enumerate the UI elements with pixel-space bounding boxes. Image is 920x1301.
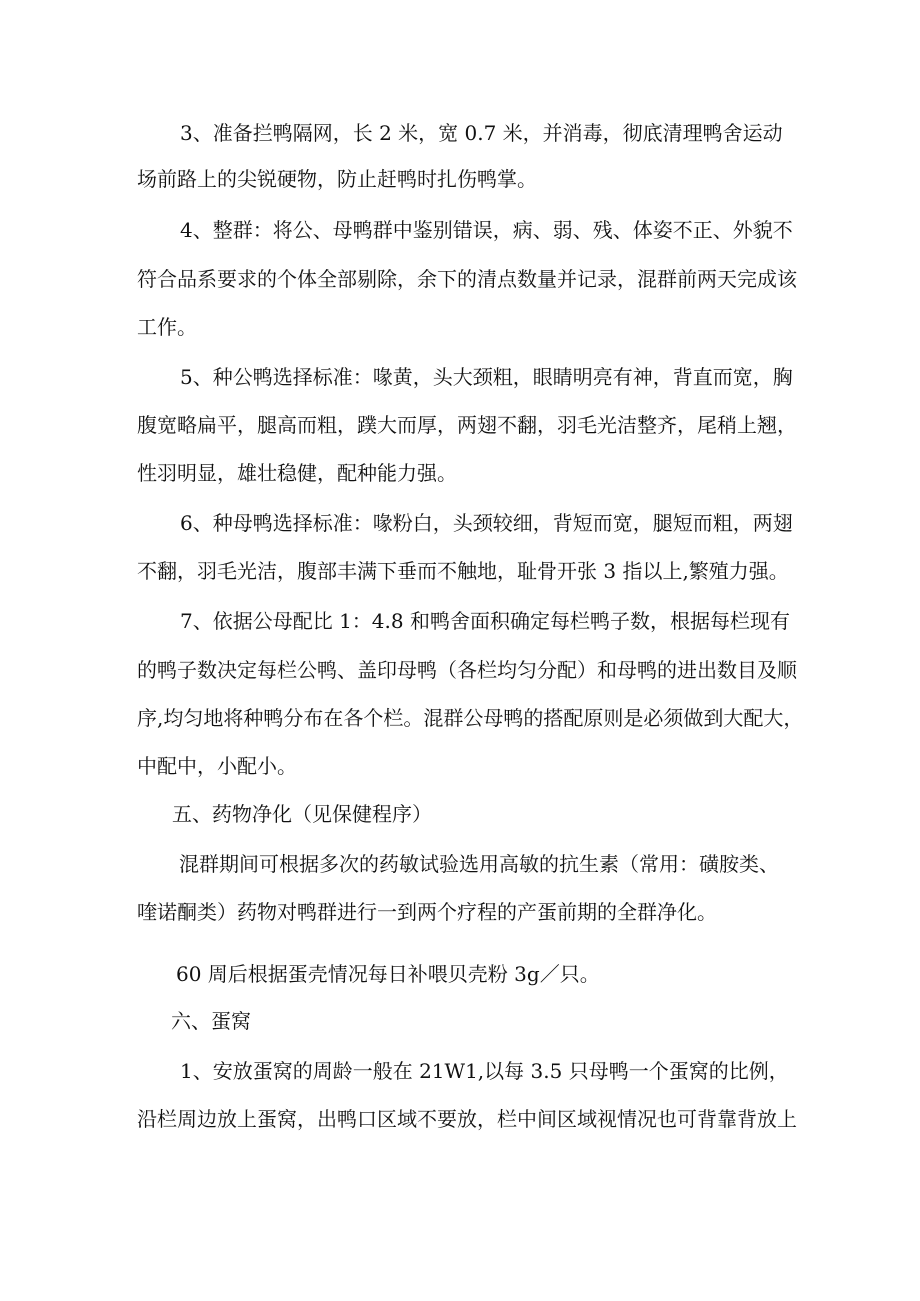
text-line: 的鸭子数决定每栏公鸭、盖印母鸭（各栏均匀分配）和母鸭的进出数目及顺	[137, 658, 797, 682]
text-line: 喹诺酮类）药物对鸭群进行一到两个疗程的产蛋前期的全群净化。	[137, 900, 717, 924]
text-line: 混群期间可根据多次的药敏试验选用高敏的抗生素（常用：磺胺类、	[179, 852, 779, 876]
text-line: 性羽明显，雄壮稳健，配种能力强。	[137, 461, 457, 485]
text-line: 7、依据公母配比 1：4.8 和鸭舍面积确定每栏鸭子数，根据每栏现有	[180, 609, 790, 633]
text-line: 6、种母鸭选择标准：喙粉白，头颈较细，背短而宽，腿短而粗，两翅	[180, 511, 793, 535]
text-line: 符合品系要求的个体全部剔除，余下的清点数量并记录，混群前两天完成该	[137, 267, 797, 291]
text-line: 60 周后根据蛋壳情况每日补喂贝壳粉 3g／只。	[176, 962, 600, 986]
text-line: 沿栏周边放上蛋窝，出鸭口区域不要放，栏中间区域视情况也可背靠背放上	[137, 1107, 797, 1131]
text-line: 3、准备拦鸭隔网，长 2 米，宽 0.7 米，并消毒，彻底清理鸭舍运动	[180, 121, 783, 145]
text-line: 序,均匀地将种鸭分布在各个栏。混群公母鸭的搭配原则是必须做到大配大，	[137, 706, 804, 730]
text-line: 1、安放蛋窝的周龄一般在 21W1,以每 3.5 只母鸭一个蛋窝的比例，	[180, 1059, 789, 1083]
section-heading: 六、蛋窝	[171, 1009, 251, 1033]
text-line: 腹宽略扁平，腿高而粗，蹼大而厚，两翅不翻，羽毛光洁整齐，尾稍上翘，	[137, 413, 797, 437]
text-line: 不翻，羽毛光洁，腹部丰满下垂而不触地，耻骨开张 3 指以上,繁殖力强。	[137, 559, 789, 583]
text-line: 工作。	[137, 315, 197, 339]
text-line: 中配中，小配小。	[137, 754, 297, 778]
text-line: 5、种公鸭选择标准：喙黄，头大颈粗，眼睛明亮有神，背直而宽，胸	[180, 365, 793, 389]
text-line: 场前路上的尖锐硬物，防止赶鸭时扎伤鸭掌。	[137, 167, 537, 191]
section-heading: 五、药物净化（见保健程序）	[172, 802, 432, 826]
text-line: 4、整群：将公、母鸭群中鉴别错误，病、弱、残、体姿不正、外貌不	[180, 218, 793, 242]
